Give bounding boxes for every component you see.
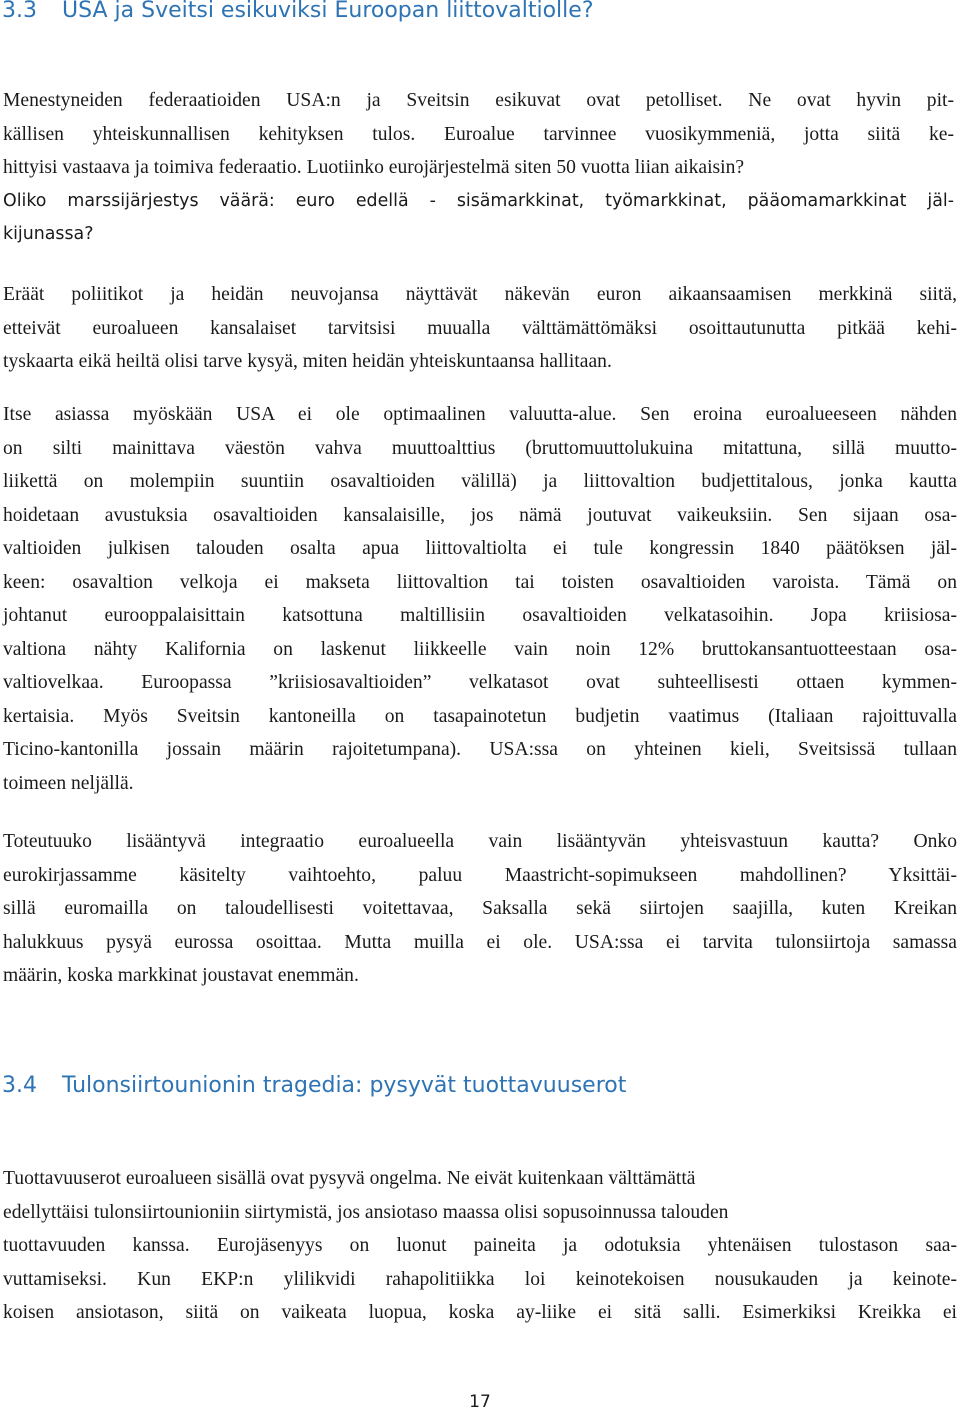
text-line: Tuottavuuserot euroalueen sisällä ovat pysyvä ongelma. Ne eivät kuitenkaan välttämättä — [3, 1168, 696, 1189]
text-line: etteivät euroalueen kansalaiset tarvitsisi muualla välttämättömäksi osoittautunutta pitkää kehi- — [3, 317, 957, 339]
text-line: tuottavuuden kanssa. Eurojäsenyys on luonut paineita ja odotuksia yhtenäisen tulostason saa- — [3, 1235, 957, 1256]
section-heading-3-4 — [2, 1073, 626, 1099]
text-line: koisen ansiotason, siitä on vaikeata luopua, koska ay-liike ei sitä salli. Esimerkiksi Kreikka ei — [3, 1302, 957, 1323]
paragraph-politicians — [3, 278, 957, 379]
text-line: keen: osavaltion velkoja ei makseta liittovaltion tai toisten osavaltioiden varoista. Tämä on — [3, 571, 957, 593]
text-line: hittyisi vastaava ja toimiva federaatio. Luotiinko eurojärjestelmä siten 50 vuotta liian aikaisin? — [3, 157, 745, 178]
text-line: halukkuus pysyä eurossa osoittaa. Mutta muilla ei ole. USA:ssa ei tarvita tulonsiirtoja samassa — [3, 931, 957, 953]
text-line: johtanut eurooppalaisittain katsottuna maltillisiin osavaltioiden velkatasoihin. Jopa kriisiosa- — [3, 605, 957, 626]
text-line: Itse asiassa myöskään USA ei ole optimaalinen valuutta-alue. Sen eroina euroalueeseen nähden — [3, 404, 957, 425]
section-title: USA ja Sveitsi esikuviksi Euroopan liittovaltiolle? — [62, 0, 594, 23]
text-line: vuttamiseksi. Kun EKP:n ylilikvidi rahapolitiikka loi keinotekoisen nousukauden ja keinote- — [3, 1268, 957, 1290]
paragraph-federations — [3, 84, 954, 252]
text-line: kertaisia. Myös Sveitsin kantoneilla on tasapainotetun budjetin vaatimus (Italiaan rajoittuvalla — [3, 705, 957, 727]
text-line: on silti mainittava väestön vahva muuttoalttius (bruttomuuttolukuina mitattuna, sillä muutto- — [3, 437, 957, 459]
paragraph-usa — [3, 398, 957, 800]
paragraph-productivity — [3, 1162, 957, 1330]
text-line: hoidetaan avustuksia osavaltioiden kansalaisille, jos nämä joutuvat vaikeuksiin. Sen sijaan osa- — [3, 504, 957, 526]
text-line: sillä euromailla on taloudellisesti voitettavaa, Saksalla sekä siirtojen saajilla, kuten Kreikan — [3, 898, 957, 919]
text-line: Menestyneiden federaatioiden USA:n ja Sveitsin esikuvat ovat petolliset. Ne ovat hyvin pit- — [3, 90, 954, 111]
section-number: 3.4 — [2, 1073, 37, 1098]
text-line: liikettä on molempiin suuntiin osavaltioiden välillä) ja liittovaltion budjettitalous, jonka kautta — [3, 471, 957, 492]
text-line: eurokirjassamme käsitelty vaihtoehto, paluu Maastricht-sopimukseen mahdollinen? Yksittäi- — [3, 864, 957, 886]
text-line: valtioiden julkisen talouden osalta apua liittovaltiolta ei tule kongressin 1840 päätöksen jäl- — [3, 538, 957, 559]
page-number: 17 — [469, 1392, 491, 1412]
section-number: 3.3 — [2, 0, 37, 23]
text-line: källisen yhteiskunnallisen kehityksen tulos. Euroalue tarvinnee vuosikymmeniä, jotta siitä ke- — [3, 123, 954, 145]
section-title: Tulonsiirtounionin tragedia: pysyvät tuottavuuserot — [62, 1073, 627, 1098]
text-line: toimeen neljällä. — [3, 772, 134, 794]
section-heading-3-3 — [2, 0, 594, 24]
text-line: valtiovelkaa. Euroopassa ”kriisiosavaltioiden” velkatasot ovat suhteellisesti ottaen kymmen- — [3, 672, 957, 693]
text-line: tyskaarta eikä heiltä olisi tarve kysyä, miten heidän yhteiskuntaansa hallitaan. — [3, 351, 612, 372]
text-line: Oliko marssijärjestys väärä: euro edellä - sisämarkkinat, työmarkkinat, pääomamarkkinat jäl- — [3, 190, 954, 211]
text-line: edellyttäisi tulonsiirtounioniin siirtymistä, jos ansiotaso maassa olisi sopusoinnussa talouden — [3, 1201, 729, 1223]
text-line: Toteutuuko lisääntyvä integraatio euroalueella vain lisääntyvän yhteisvastuun kautta? Onko — [3, 831, 957, 852]
text-line: Ticino-kantonilla jossain määrin rajoitetumpana). USA:ssa on yhteinen kieli, Sveitsissä tullaan — [3, 739, 957, 760]
text-line: määrin, koska markkinat joustavat enemmän. — [3, 965, 359, 986]
text-line: valtiona nähty Kalifornia on laskenut liikkeelle vain noin 12% bruttokansantuotteestaan osa- — [3, 638, 957, 660]
paragraph-integration — [3, 825, 957, 993]
text-line: kijunassa? — [3, 224, 94, 244]
text-line: Eräät poliitikot ja heidän neuvojansa näyttävät näkevän euron aikaansaamisen merkkinä siitä, — [3, 284, 957, 305]
